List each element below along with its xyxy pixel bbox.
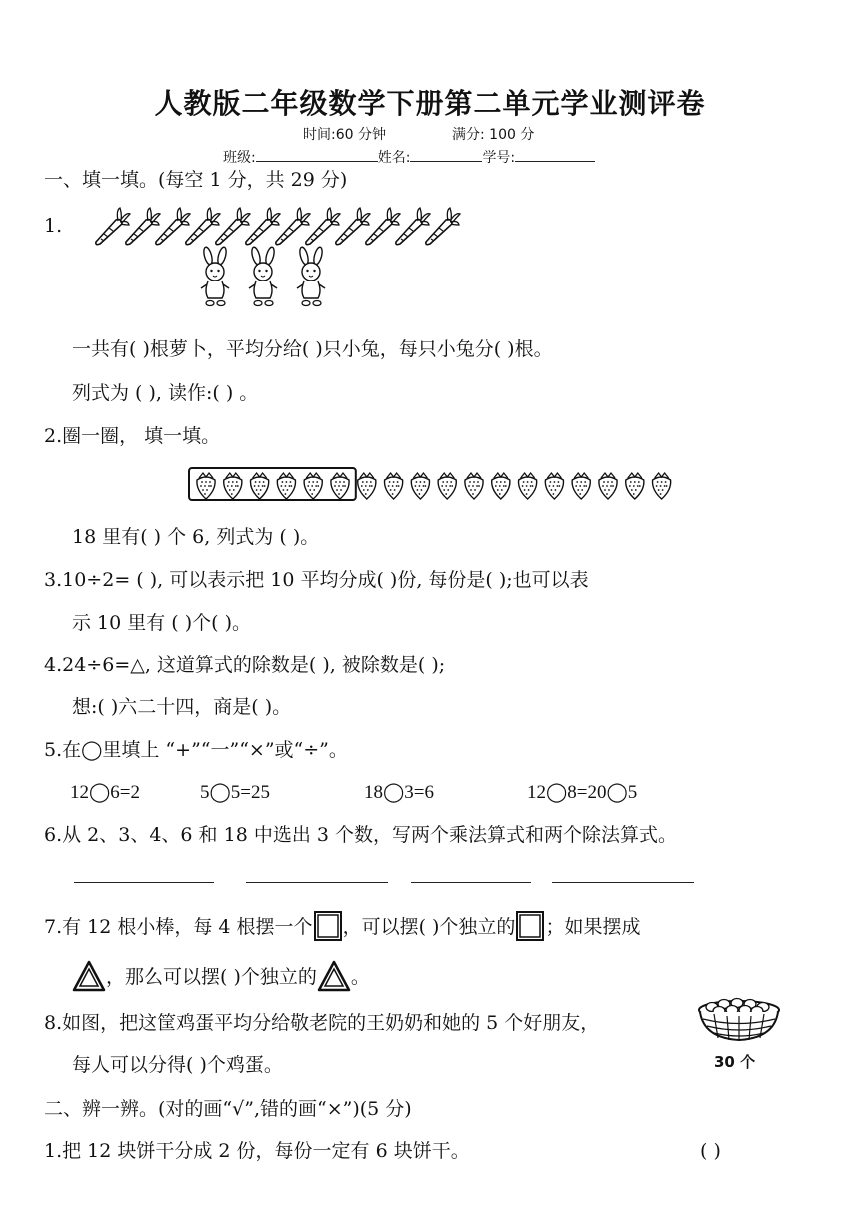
q3-line1: 3.10÷2= ( ), 可以表示把 10 平均分成( )份, 每份是( );也可以表 (44, 569, 589, 591)
rabbit-icon (201, 246, 229, 305)
name-label: 姓名: (377, 150, 411, 166)
strawberry-icon (572, 473, 590, 499)
strawberry-icon (331, 473, 349, 499)
rabbit-icon (297, 246, 325, 305)
strawberry-icon (197, 473, 215, 499)
q5-equation-3: 18◯3=6 (364, 782, 434, 803)
q8-line2: 每人可以分得( )个鸡蛋。 (72, 1054, 283, 1076)
carrot-icon (96, 208, 130, 245)
q2-line: 18 里有( ) 个 6, 列式为 ( )。 (72, 526, 320, 548)
strawberry-icon (251, 473, 269, 499)
strawberry-icon (545, 473, 563, 499)
strawberry-icon (465, 473, 483, 499)
strawberry-icon (277, 473, 295, 499)
square-sticks-icon (313, 910, 343, 942)
strawberry-icon (599, 473, 617, 499)
q5-prompt: 5.在◯里填上 “+”“一”“×”或“÷”。 (44, 739, 348, 761)
q7-line2 (72, 960, 370, 992)
s2-q1-answer-paren[interactable]: ( ) (700, 1140, 721, 1162)
q7-text-a: 7.有 12 根小棒，每 4 根摆一个 (44, 916, 313, 938)
q3-line2: 示 10 里有 ( )个( )。 (72, 612, 252, 634)
carrot-pictures (90, 200, 470, 248)
carrot-icon (426, 208, 460, 245)
q7-text-d: ，那么可以摆( )个独立的 (106, 966, 317, 988)
carrot-icon (126, 208, 160, 245)
strawberry-icon (438, 473, 456, 499)
class-label: 班级: (223, 150, 256, 166)
carrot-icon (246, 208, 280, 245)
carrot-icon (336, 208, 370, 245)
basket-label: 30 个 (714, 1053, 756, 1071)
name-blank[interactable] (410, 147, 482, 162)
q1-line1: 一共有( )根萝卜，平均分给( )只小兔，每只小兔分( )根。 (72, 338, 553, 360)
s2-q1-text: 1.把 12 块饼干分成 2 份，每份一定有 6 块饼干。 (44, 1140, 470, 1162)
strawberry-icon (519, 473, 537, 499)
carrot-icon (276, 208, 310, 245)
square-sticks-icon (515, 910, 545, 942)
score-info: 满分: 100 分 (452, 127, 535, 143)
q5-equation-4: 12◯8=20◯5 (527, 782, 638, 803)
section-1-heading: 一、填一填。(每空 1 分，共 29 分) (44, 169, 348, 191)
answer-line-3[interactable] (411, 882, 531, 883)
carrot-icon (306, 208, 340, 245)
triangle-sticks-icon (317, 960, 351, 992)
q1-line2: 列式为 ( ), 读作:( ) 。 (72, 382, 259, 404)
q7-text-b: ，可以摆( )个独立的 (342, 916, 516, 938)
answer-line-2[interactable] (246, 882, 388, 883)
carrot-icon (396, 208, 430, 245)
id-blank[interactable] (515, 147, 595, 162)
carrot-icon (156, 208, 190, 245)
answer-line-1[interactable] (74, 882, 214, 883)
time-info: 时间:60 分钟 (303, 127, 386, 143)
strawberry-icon (492, 473, 510, 499)
triangle-sticks-icon (72, 960, 106, 992)
strawberry-pictures (188, 466, 678, 504)
q4-line2: 想:( )六二十四，商是( )。 (72, 696, 292, 718)
egg-basket-image (694, 994, 784, 1044)
page-title: 人教版二年级数学下册第二单元学业测评卷 (154, 87, 706, 120)
q6-prompt: 6.从 2、3、4、6 和 18 中选出 3 个数，写两个乘法算式和两个除法算式。 (44, 824, 677, 846)
section-2-heading: 二、辨一辨。(对的画“√”,错的画“×”)(5 分) (44, 1098, 412, 1120)
strawberry-icon (385, 473, 403, 499)
strawberry-icon (626, 473, 644, 499)
carrot-icon (366, 208, 400, 245)
q4-line1: 4.24÷6=△, 这道算式的除数是( ), 被除数是( ); (44, 654, 446, 676)
q7-text-e: 。 (350, 966, 370, 988)
q7-text-c: ；如果摆成 (545, 916, 641, 938)
student-info (223, 147, 595, 167)
q5-equation-2: 5◯5=25 (200, 782, 270, 803)
strawberry-icon (358, 473, 376, 499)
strawberry-icon (304, 473, 322, 499)
rabbit-icon (249, 246, 277, 305)
q8-line1: 8.如图，把这筐鸡蛋平均分给敬老院的王奶奶和她的 5 个好朋友， (44, 1012, 600, 1034)
q1-number: 1. (44, 215, 63, 237)
strawberry-icon (653, 473, 671, 499)
q7-line1 (44, 910, 640, 942)
carrot-icon (216, 208, 250, 245)
answer-line-4[interactable] (552, 882, 694, 883)
q5-equation-1: 12◯6=2 (70, 782, 140, 803)
strawberry-icon (224, 473, 242, 499)
class-blank[interactable] (256, 147, 378, 162)
q2-prompt: 2.圈一圈， 填一填。 (44, 425, 221, 447)
id-label: 学号: (482, 150, 516, 166)
strawberry-icon (411, 473, 429, 499)
rabbit-pictures (190, 246, 330, 310)
carrot-icon (186, 208, 220, 245)
